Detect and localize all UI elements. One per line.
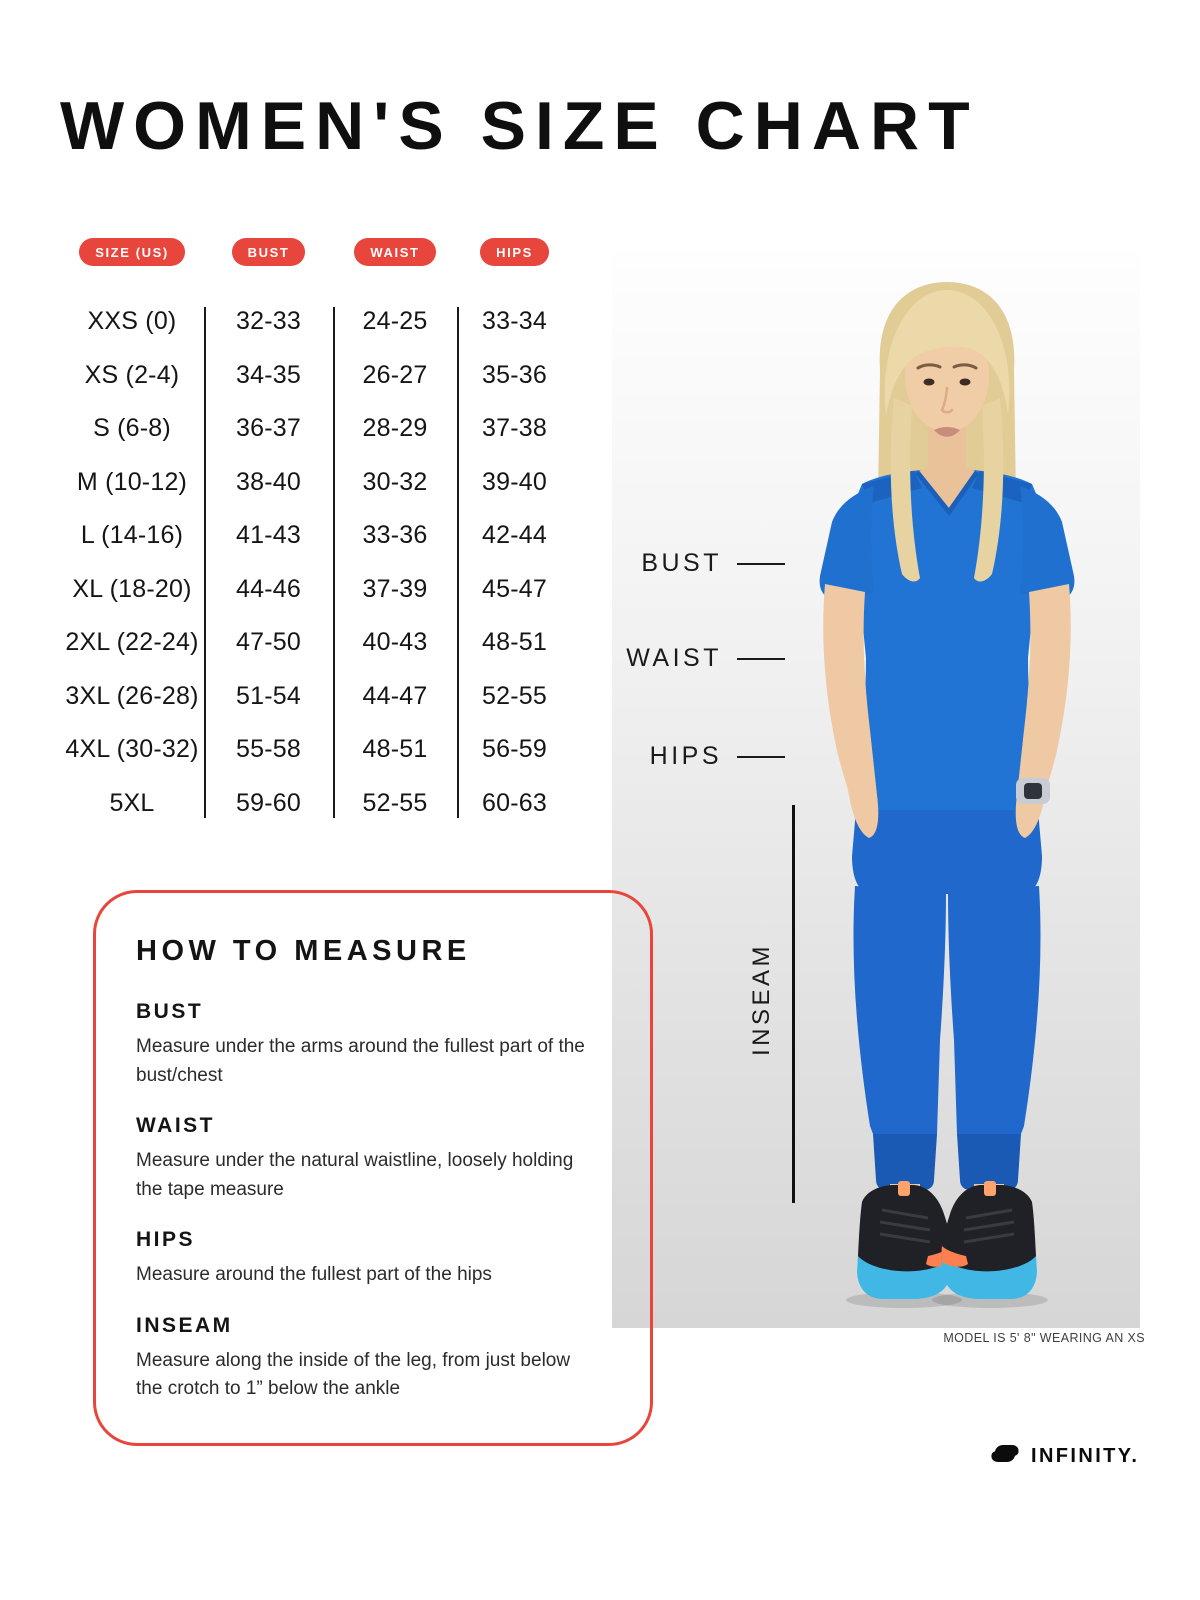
size-cell: XS (2-4) xyxy=(84,360,180,389)
bust-cell: 36-37 xyxy=(236,414,301,443)
header-pill-waist: WAIST xyxy=(354,238,435,266)
model-illustration xyxy=(612,250,1140,1328)
hips-cell: 39-40 xyxy=(482,467,547,496)
hips-cell: 37-38 xyxy=(482,414,547,443)
page-title: WOMEN'S SIZE CHART xyxy=(60,88,979,164)
brand-logo xyxy=(988,1441,1139,1471)
size-cell: L (14-16) xyxy=(80,521,184,550)
size-cell: M (10-12) xyxy=(76,467,188,496)
bust-cell: 32-33 xyxy=(236,307,301,336)
size-cell: 4XL (30-32) xyxy=(65,735,199,764)
bust-callout-line xyxy=(737,563,785,565)
measure-item-text: Measure around the fullest part of the hips xyxy=(136,1264,492,1285)
bust-callout-label: BUST xyxy=(641,549,722,577)
column-divider xyxy=(333,307,335,818)
model-photo xyxy=(612,250,1140,1328)
waist-callout xyxy=(608,644,785,673)
measure-item-waist xyxy=(136,1114,600,1204)
table-row xyxy=(60,777,572,831)
table-row xyxy=(60,295,572,349)
header-pill-size: SIZE (US) xyxy=(79,238,185,266)
bust-cell: 41-43 xyxy=(236,521,301,550)
hips-cell: 45-47 xyxy=(482,574,547,603)
bust-cell: 38-40 xyxy=(236,467,301,496)
header-pill-bust: BUST xyxy=(232,238,306,266)
waist-cell: 28-29 xyxy=(362,414,428,443)
hips-cell: 56-59 xyxy=(482,735,547,764)
waist-cell: 37-39 xyxy=(362,574,428,603)
table-row xyxy=(60,456,572,510)
column-divider xyxy=(204,307,206,818)
waist-cell: 26-27 xyxy=(362,360,428,389)
size-table-body xyxy=(60,295,572,830)
measure-item-label: WAIST xyxy=(136,1114,215,1137)
hips-cell: 52-55 xyxy=(482,681,547,710)
inseam-callout-line xyxy=(792,805,795,1203)
how-to-measure-box xyxy=(93,890,653,1446)
measure-item-label: INSEAM xyxy=(136,1313,233,1337)
how-to-measure-title: HOW TO MEASURE xyxy=(136,935,471,967)
size-cell: 2XL (22-24) xyxy=(65,628,199,657)
measure-item-bust xyxy=(136,1000,600,1090)
bust-cell: 59-60 xyxy=(236,788,301,817)
measure-item-text: Measure under the natural waistline, loosely holding the tape measure xyxy=(136,1150,574,1200)
table-row xyxy=(60,509,572,563)
waist-callout-label: WAIST xyxy=(626,644,722,672)
column-divider xyxy=(457,307,459,818)
waist-cell: 30-32 xyxy=(362,467,428,496)
waist-cell: 33-36 xyxy=(362,521,428,550)
hips-cell: 42-44 xyxy=(482,521,547,550)
infinity-icon xyxy=(988,1441,1022,1471)
waist-cell: 44-47 xyxy=(362,681,428,710)
waist-cell: 52-55 xyxy=(362,788,428,817)
size-cell: S (6-8) xyxy=(93,414,171,443)
measure-item-label: BUST xyxy=(136,1000,204,1023)
bust-cell: 44-46 xyxy=(236,574,301,603)
measure-item-inseam xyxy=(136,1314,600,1404)
inseam-callout-label: INSEAM xyxy=(748,942,775,1056)
hips-cell: 48-51 xyxy=(482,628,547,657)
size-cell: 5XL xyxy=(109,788,155,817)
size-table xyxy=(60,238,572,830)
hips-callout xyxy=(608,742,785,771)
bust-cell: 55-58 xyxy=(236,735,301,764)
hips-cell: 60-63 xyxy=(482,788,547,817)
infinity-wordmark: INFINITY. xyxy=(1031,1444,1140,1467)
table-row xyxy=(60,616,572,670)
table-row xyxy=(60,670,572,724)
measure-item-text: Measure along the inside of the leg, from just below the crotch to 1” below the ankle xyxy=(136,1349,571,1399)
bust-callout xyxy=(608,549,785,578)
waist-cell: 48-51 xyxy=(362,735,428,764)
size-cell: XL (18-20) xyxy=(72,574,192,603)
model-caption: MODEL IS 5' 8" WEARING AN XS xyxy=(943,1331,1145,1345)
bust-cell: 47-50 xyxy=(236,628,301,657)
measure-item-label: HIPS xyxy=(136,1228,196,1251)
waist-cell: 24-25 xyxy=(362,307,428,336)
header-pill-hips: HIPS xyxy=(480,238,549,266)
measure-item-text: Measure under the arms around the fullest part of the bust/chest xyxy=(136,1036,585,1086)
hips-callout-line xyxy=(737,756,785,758)
hips-cell: 33-34 xyxy=(482,307,547,336)
hips-callout-label: HIPS xyxy=(649,742,722,770)
table-row xyxy=(60,563,572,617)
measure-item-hips xyxy=(136,1228,600,1290)
size-cell: XXS (0) xyxy=(87,307,177,336)
bust-cell: 51-54 xyxy=(236,681,301,710)
bust-cell: 34-35 xyxy=(236,360,301,389)
size-table-header-row xyxy=(60,238,572,266)
waist-callout-line xyxy=(737,658,785,660)
waist-cell: 40-43 xyxy=(362,628,428,657)
table-row xyxy=(60,349,572,403)
table-row xyxy=(60,723,572,777)
hips-cell: 35-36 xyxy=(482,360,547,389)
table-row xyxy=(60,402,572,456)
size-cell: 3XL (26-28) xyxy=(65,681,199,710)
